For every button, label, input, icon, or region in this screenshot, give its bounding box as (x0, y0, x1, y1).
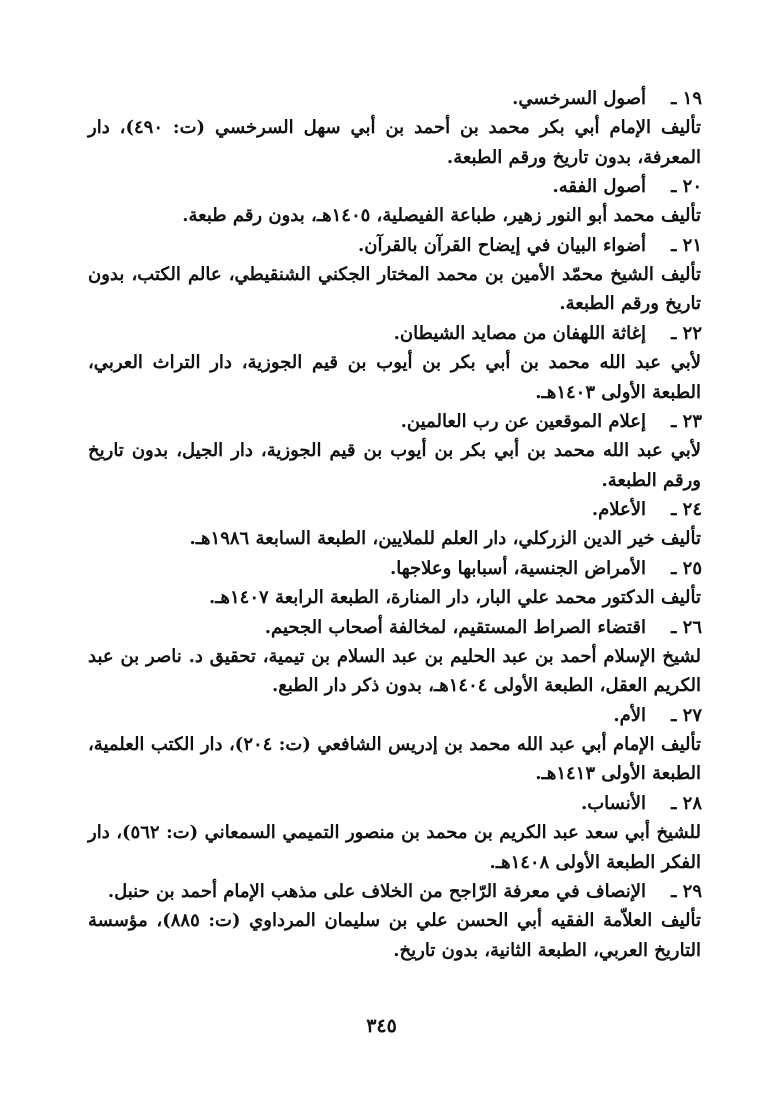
entry-heading (88, 701, 702, 730)
entry-number: ٢٩ ـ (671, 881, 702, 903)
entry-heading (88, 554, 702, 583)
entry-description: تأليف الشيخ محمّد الأمين بن محمد المختار الجكني الشنقيطي، عالم الكتب، بدون تاريخ ورقم الطبعة. (88, 263, 701, 315)
bibliography-list (88, 84, 702, 965)
entry-description: تأليف الدكتور محمد علي البار، دار المنارة، الطبعة الرابعة ١٤٠٧هـ. (208, 586, 701, 608)
entry-title: أضواء البيان في إيضاح القرآن بالقرآن. (357, 234, 646, 256)
entry-number: ٢٥ ـ (671, 557, 702, 579)
bibliography-entry (88, 84, 702, 172)
entry-title: اقتضاء الصراط المستقيم، لمخالفة أصحاب الجحيم. (264, 616, 646, 638)
entry-number: ١٩ ـ (671, 88, 702, 109)
entry-title: إغاثة اللهفان من مصايد الشيطان. (393, 322, 646, 344)
entry-description: للشيخ أبي سعد عبد الكريم بن محمد بن منصور التميمي السمعاني (ت: ٥٦٢)، دار الفكر الطبعة الأولى ١٤٠٨هـ. (88, 821, 701, 873)
entry-number: ٢٠ ـ (671, 176, 702, 198)
bibliography-entry (88, 407, 702, 495)
entry-description: لشيخ الإسلام أحمد بن عبد الحليم بن عبد السلام بن تيمية، تحقيق د. ناصر بن عبد الكريم العقل، الطبعة الأولى ١٤٠٤هـ، بدون ذكر دار الطبع. (88, 645, 701, 697)
entry-number: ٢٧ ـ (671, 704, 702, 726)
entry-title: إعلام الموقعين عن رب العالمين. (400, 411, 646, 433)
entry-number: ٢٨ ـ (671, 792, 702, 814)
bibliography-entry (88, 613, 702, 701)
entry-heading (88, 877, 702, 906)
entry-title: أصول السرخسي. (512, 88, 646, 109)
page-number: ٣٤٥ (366, 1015, 397, 1037)
entry-heading (88, 789, 702, 818)
entry-title: الإنصاف في معرفة الرّاجح من الخلاف على مذهب الإمام أحمد بن حنبل. (107, 881, 646, 903)
entry-title: الأنساب. (580, 792, 646, 814)
entry-description: تأليف الإمام أبي بكر محمد بن أحمد بن أبي سهل السرخسي (ت: ٤٩٠)، دار المعرفة، بدون تاريخ ورقم الطبعة. (88, 117, 701, 168)
entry-number: ٢١ ـ (671, 234, 702, 256)
entry-number: ٢٣ ـ (671, 411, 702, 433)
entry-title: الأمراض الجنسية، أسبابها وعلاجها. (389, 557, 646, 579)
entry-description: تأليف الإمام أبي عبد الله محمد بن إدريس الشافعي (ت: ٢٠٤)، دار الكتب العلمية، الطبعة الأولى ١٤١٣هـ. (88, 733, 701, 785)
entry-heading (88, 613, 702, 642)
bibliography-entry (88, 319, 702, 407)
bibliography-entry (88, 172, 702, 231)
bibliography-entry (88, 495, 702, 554)
entry-description: لأبي عبد الله محمد بن أبي بكر بن أيوب بن قيم الجوزية، دار التراث العربي، الطبعة الأولى ١٤٠٣هـ. (88, 351, 701, 403)
bibliography-entry (88, 789, 702, 877)
entry-heading (88, 231, 702, 260)
entry-description: تأليف العلاّمة الفقيه أبي الحسن علي بن سليمان المرداوي (ت: ٨٨٥)، مؤسسة التاريخ العربي، الطبعة الثانية، بدون تاريخ. (88, 910, 702, 961)
bibliography-entry (88, 231, 702, 319)
entry-description: لأبي عبد الله محمد بن أبي بكر بن أيوب بن قيم الجوزية، دار الجيل، بدون تاريخ ورقم الطبعة. (88, 440, 701, 491)
entry-title: الأعلام. (591, 499, 646, 521)
entry-title: أصول الفقه. (552, 176, 646, 198)
entry-number: ٢٤ ـ (671, 499, 702, 521)
entry-number: ٢٦ ـ (671, 616, 702, 638)
entry-description: تأليف محمد أبو النور زهير، طباعة الفيصلية، ١٤٠٥هـ، بدون رقم طبعة. (182, 205, 701, 227)
entry-title: الأم. (613, 704, 646, 726)
entry-heading (88, 407, 702, 436)
entry-number: ٢٢ ـ (671, 322, 702, 344)
bibliography-entry (88, 701, 702, 789)
entry-description: تأليف خير الدين الزركلي، دار العلم للملايين، الطبعة السابعة ١٩٨٦هـ. (189, 528, 701, 550)
entry-heading (88, 84, 702, 113)
bibliography-entry (88, 877, 702, 965)
bibliography-entry (88, 554, 702, 613)
entry-heading (88, 495, 702, 524)
entry-heading (88, 319, 702, 348)
entry-heading (88, 172, 702, 201)
